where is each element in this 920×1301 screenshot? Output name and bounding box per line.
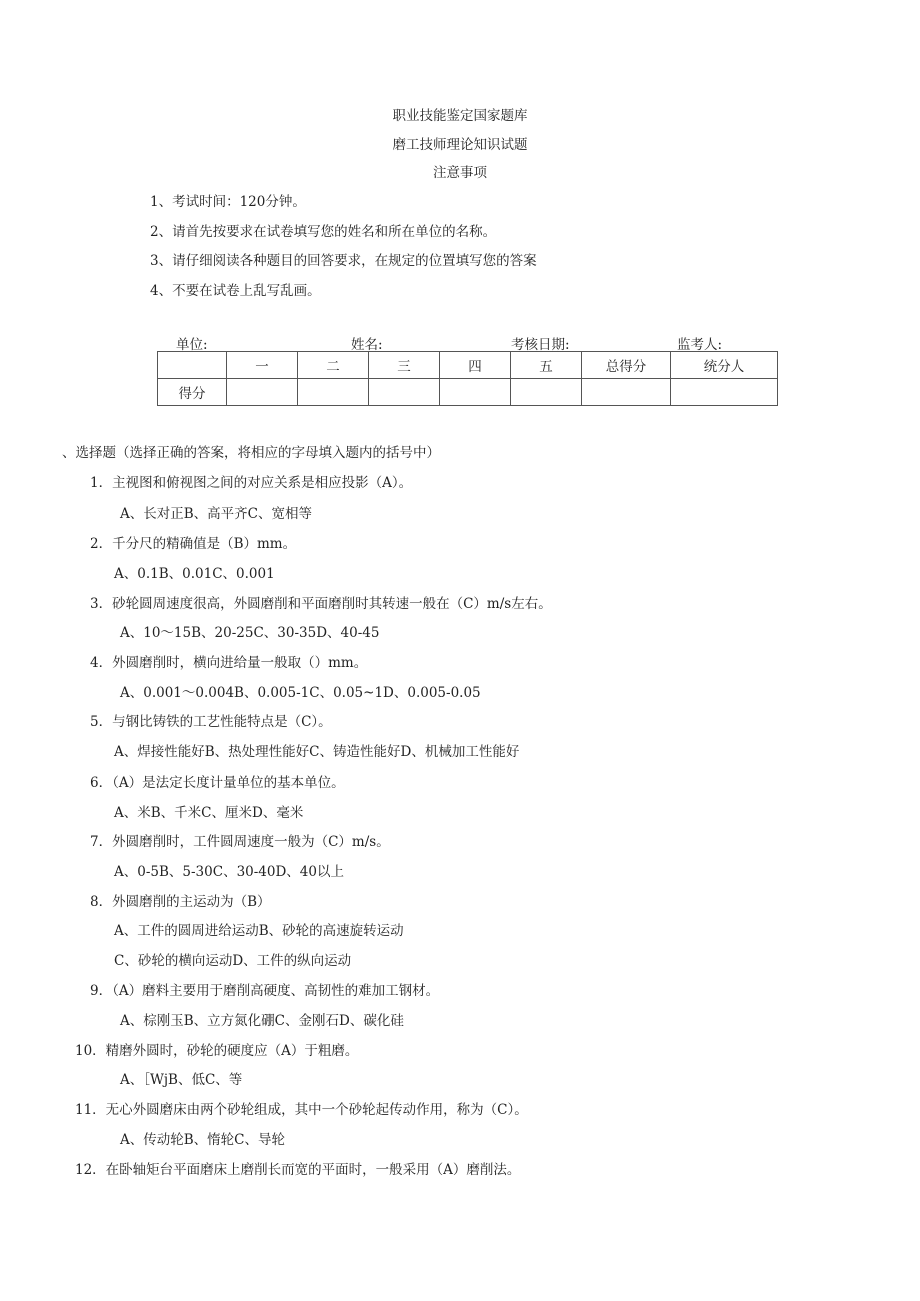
- question-options: A、长对正B、高平齐C、宽相等: [120, 506, 312, 522]
- note-item: 3、请仔细阅读各种题目的回答要求，在规定的位置填写您的答案: [150, 253, 537, 269]
- table-header-cell: 一: [227, 352, 298, 379]
- score-row-label: 得分: [158, 379, 227, 406]
- table-cell: [158, 352, 227, 379]
- exam-date-label: 考核日期:: [511, 337, 570, 353]
- score-row: [158, 379, 778, 406]
- score-input-cell[interactable]: [227, 379, 298, 406]
- question-options: A、传动轮B、惰轮C、导轮: [120, 1132, 285, 1148]
- note-item: 2、请首先按要求在试卷填写您的姓名和所在单位的名称。: [150, 224, 497, 240]
- score-input-cell[interactable]: [440, 379, 511, 406]
- section-heading: 、选择题（选择正确的答案，将相应的字母填入题内的括号中）: [62, 445, 440, 461]
- question-options: A、0.1B、0.01C、0.001: [114, 566, 275, 582]
- table-header-cell: 四: [440, 352, 511, 379]
- notes-heading: 注意事项: [433, 165, 487, 181]
- question-text: 6．（A）是法定长度计量单位的基本单位。: [90, 775, 345, 791]
- question-text: 3．砂轮圆周速度很高，外圆磨削和平面磨削时其转速一般在（C）m/s左右。: [90, 596, 552, 612]
- exam-bank-title: 职业技能鉴定国家题库: [392, 108, 528, 124]
- table-header-cell: 三: [369, 352, 440, 379]
- exam-title: 磨工技师理论知识试题: [392, 137, 528, 153]
- table-header-cell: 五: [511, 352, 582, 379]
- score-table-header-row: [158, 352, 778, 379]
- question-text: 7．外圆磨削时，工件圆周速度一般为（C）m/s。: [90, 834, 390, 850]
- score-input-cell[interactable]: [582, 379, 671, 406]
- question-text: 12．在卧轴矩台平面磨床上磨削长而宽的平面时，一般采用（A）磨削法。: [75, 1162, 521, 1178]
- question-text: 10．精磨外圆时，砂轮的硬度应（A）于粗磨。: [75, 1043, 359, 1059]
- question-text: 8．外圆磨削的主运动为（B）: [90, 894, 271, 910]
- table-header-cell: 总得分: [582, 352, 671, 379]
- question-text: 4．外圆磨削时，横向进给量一般取（）mm。: [90, 655, 368, 671]
- name-label: 姓名:: [351, 337, 383, 353]
- question-options: A、10～15B、20-25C、30-35D、40-45: [120, 625, 380, 641]
- question-text: 2．千分尺的精确值是（B）mm。: [90, 536, 297, 552]
- table-header-cell: 二: [298, 352, 369, 379]
- question-options: A、0-5B、5-30C、30-40D、40以上: [114, 864, 344, 880]
- question-text: 1．主视图和俯视图之间的对应关系是相应投影（A）。: [90, 475, 413, 491]
- note-item: 4、不要在试卷上乱写乱画。: [150, 283, 321, 299]
- score-input-cell[interactable]: [511, 379, 582, 406]
- question-text: 11．无心外圆磨床由两个砂轮组成，其中一个砂轮起传动作用，称为（C）。: [75, 1102, 528, 1118]
- question-options: C、砂轮的横向运动D、工件的纵向运动: [114, 953, 352, 969]
- question-text: 5．与钢比铸铁的工艺性能特点是（C）。: [90, 714, 332, 730]
- score-input-cell[interactable]: [369, 379, 440, 406]
- note-item: 1、考试时间：120分钟。: [150, 194, 306, 210]
- table-header-cell: 统分人: [671, 352, 778, 379]
- question-options: A、工件的圆周进给运动B、砂轮的高速旋转运动: [114, 923, 404, 939]
- question-options: A、0.001～0.004B、0.005-1C、0.05~1D、0.005-0.05: [120, 685, 481, 701]
- question-text: 9．（A）磨料主要用于磨削高硬度、高韧性的难加工钢材。: [90, 983, 440, 999]
- question-options: A、米B、千米C、厘米D、毫米: [114, 805, 304, 821]
- question-options: A、棕刚玉B、立方氮化硼C、金刚石D、碳化硅: [120, 1013, 404, 1029]
- question-options: A、焊接性能好B、热处理性能好C、铸造性能好D、机械加工性能好: [114, 744, 520, 760]
- proctor-label: 监考人:: [677, 337, 723, 353]
- question-options: A、［WjB、低C、等: [120, 1072, 243, 1088]
- score-input-cell[interactable]: [671, 379, 778, 406]
- score-input-cell[interactable]: [298, 379, 369, 406]
- score-table: [157, 351, 778, 406]
- unit-label: 单位:: [176, 337, 208, 353]
